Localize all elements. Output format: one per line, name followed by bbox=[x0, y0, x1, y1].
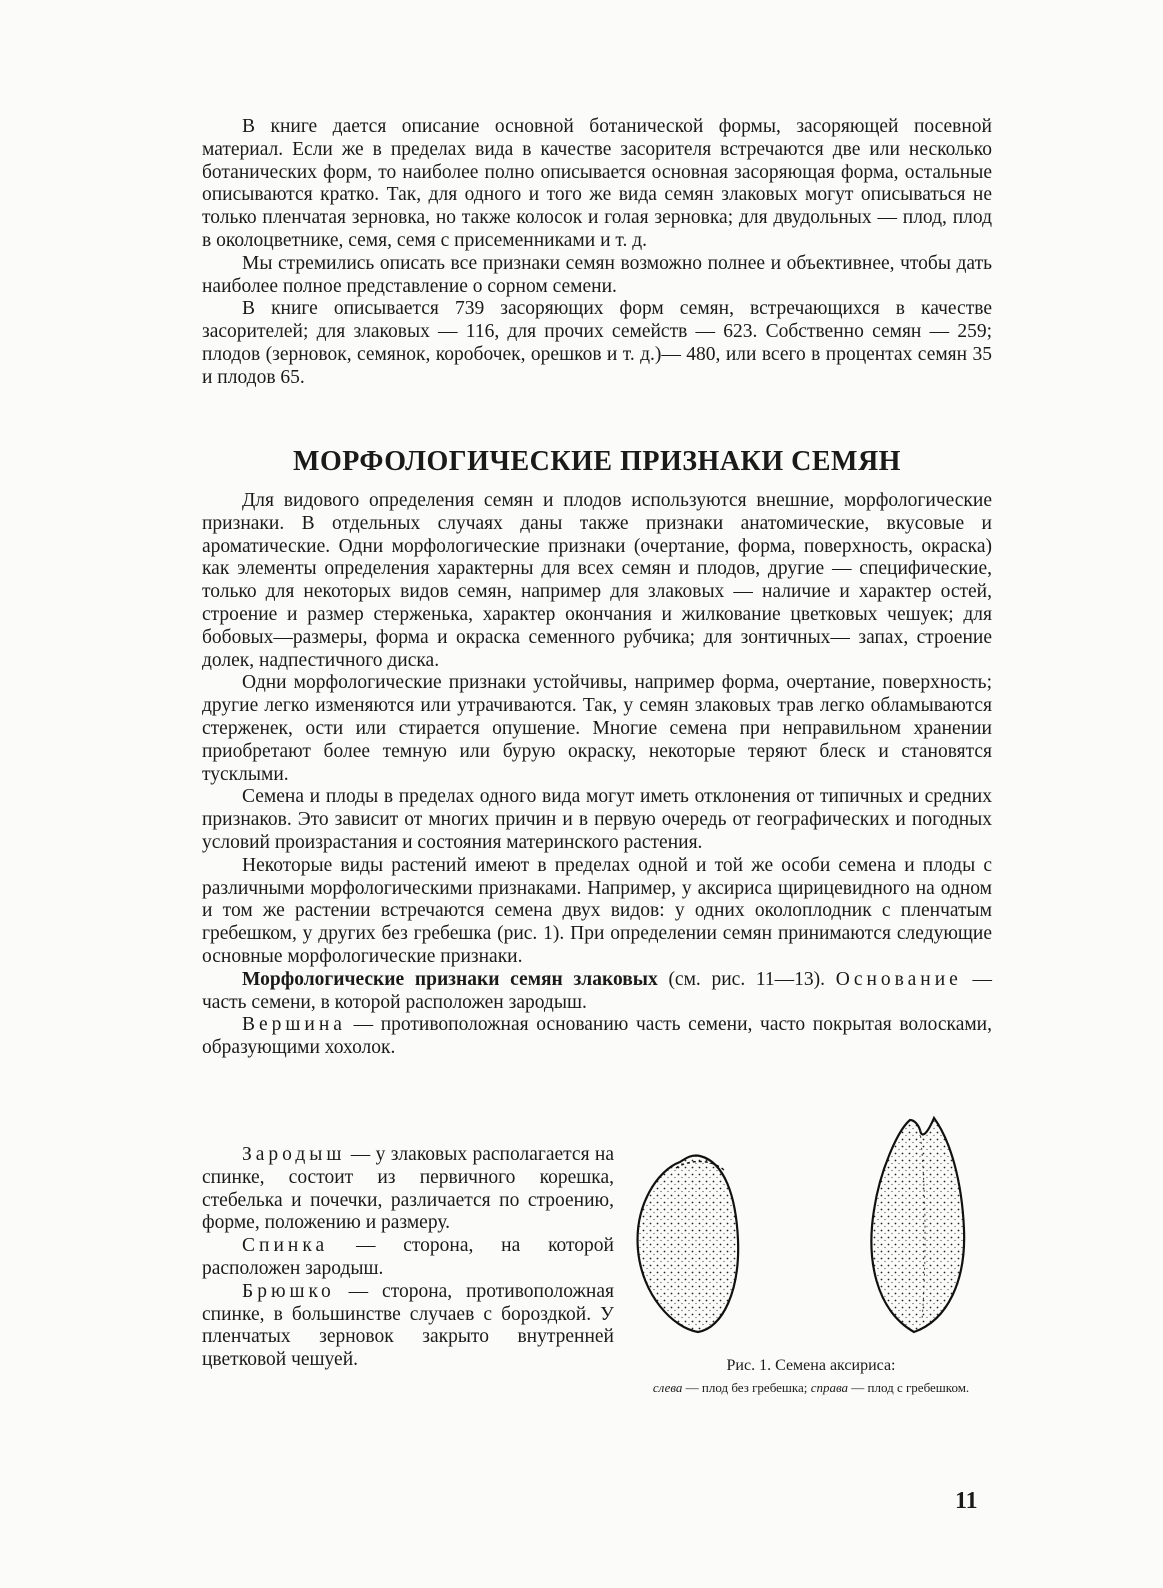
page-number: 11 bbox=[955, 1488, 978, 1514]
term-base: Основание bbox=[835, 968, 962, 990]
embryo-paragraph bbox=[202, 1144, 614, 1235]
term-back: Спинка bbox=[242, 1235, 329, 1257]
text-embryo: — у злаковых располагается на спинке, состоит из первичного корешка, стебелька и почечки, различается по строению, форме, положению и размеру. bbox=[202, 1144, 614, 1234]
text-belly: — сторона, противоположная спинке, в большинстве случаев с бороздкой. У пленчатых зерновок закрыто внутренней цветковой чешуей. bbox=[202, 1280, 614, 1371]
intro-paragraph-3: В книге описывается 739 засоряющих форм семян, встречающихся в качестве засорителей; для злаковых — 116, для прочих семейств — 623. Собственно семян — 259; плодов (зерновок, семянок, коробочек, орешков и т. д.)— 480, или всего в процентах семян 35 и плодов 65. bbox=[202, 298, 992, 388]
cereal-paragraph bbox=[202, 969, 992, 1015]
intro-paragraph-1: В книге дается описание основной ботанической формы, засоряющей посевной материал. Если же в пределах вида в качестве засорителя встречаются две или несколько ботанических форм, то наиболее полно описывается основная засоряющая форма, остальные описываются кратко. Так, для одного и того же вида семян злаковых могут описываться не только пленчатая зерновка, но также колосок и голая зерновка; для двудольных — плод, плод в околоцветнике, семя, семя с присеменниками и т. д. bbox=[202, 116, 992, 251]
section-paragraph-3: Семена и плоды в пределах одного вида могут иметь отклонения от типичных и средних признаков. Это зависит от многих причин и в первую очередь от географических и погодных условий произрастания и состояния материнского растения. bbox=[202, 786, 992, 853]
legend-left-label: слева bbox=[652, 1380, 683, 1395]
apex-paragraph bbox=[202, 1014, 992, 1060]
term-apex: Вершина bbox=[242, 1014, 346, 1036]
seed-figure bbox=[628, 1110, 994, 1354]
cereal-ref: (см. рис. 11—13). bbox=[657, 968, 836, 990]
text-apex: — противоположная основанию часть семени, часто покрытая волосками, образующими хохолок. bbox=[202, 1014, 992, 1059]
seed-without-crest-illustration bbox=[638, 1155, 739, 1332]
intro-paragraph-2: Мы стремились описать все признаки семян возможно полнее и объективнее, чтобы дать наиболее полное представление о сорном семени. bbox=[202, 252, 992, 297]
figure-legend bbox=[628, 1380, 994, 1396]
belly-paragraph bbox=[202, 1281, 614, 1372]
seed-with-crest-illustration bbox=[871, 1118, 964, 1332]
figure-caption: Рис. 1. Семена аксириса: bbox=[726, 1357, 896, 1374]
section-paragraph-2: Одни морфологические признаки устойчивы, например форма, очертание, поверхность; другие легко изменяются или утрачиваются. Так, у семян злаковых трав легко обламываются стерженек, ости или стирается опушение. Многие семена при неправильном хранении приобретают более темную или бурую окраску, некоторые теряют блеск и становятся тусклыми. bbox=[202, 672, 992, 785]
section-paragraph-4: Некоторые виды растений имеют в пределах одной и той же особи семена и плоды с различными морфологическими признаками. Например, у аксириса щирицевидного на одном и том же растении встречаются семена двух видов: у одних околоплодник с пленчатым гребешком, у других без гребешка (рис. 1). При определении семян принимаются следующие основные морфологические признаки. bbox=[202, 854, 992, 967]
section-text bbox=[202, 490, 992, 1060]
back-paragraph bbox=[202, 1235, 614, 1281]
text-base: — часть семени, в которой расположен зародыш. bbox=[202, 968, 992, 1013]
term-embryo: Зародыш bbox=[242, 1144, 346, 1165]
wrapped-text bbox=[202, 1144, 614, 1372]
section-heading: МОРФОЛОГИЧЕСКИЕ ПРИЗНАКИ СЕМЯН bbox=[293, 446, 901, 477]
legend-right-label: справа bbox=[810, 1380, 849, 1395]
section-paragraph-1: Для видового определения семян и плодов используются внешние, морфологические признаки. В отдельных случаях даны также признаки анатомические, вкусовые и ароматические. Одни морфологические признаки (очертание, форма, поверхность, окраска) как элементы определения характерны для всех семян и плодов, другие — специфические, только для некоторых видов семян, например для злаковых — наличие и характер остей, строение и размер стерженька, характер окончания и жилкование цветковых чешуек; для бобовых—размеры, форма и окраска семенного рубчика; для зонтичных— запах, строение долек, надпестичного диска. bbox=[202, 490, 992, 671]
term-belly: Брюшко bbox=[242, 1280, 335, 1302]
legend-right-text: — плод с гребешком. bbox=[848, 1380, 970, 1395]
intro-text bbox=[202, 116, 992, 390]
legend-left-text: — плод без гребешка; bbox=[682, 1380, 811, 1395]
cereal-lead: Морфологические признаки семян злаковых bbox=[242, 968, 658, 990]
text-back: — сторона, на которой расположен зародыш. bbox=[202, 1235, 614, 1279]
